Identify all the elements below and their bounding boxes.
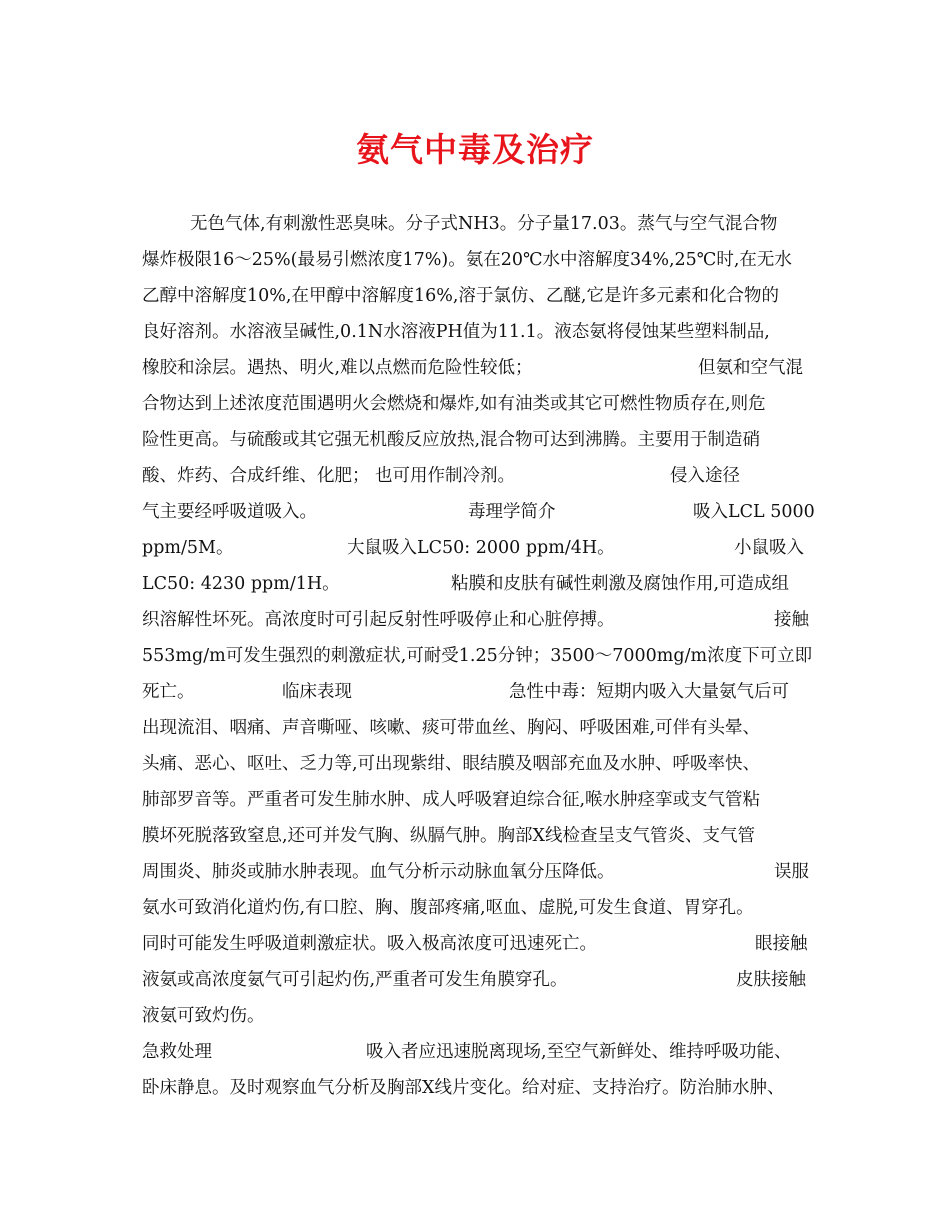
text-segment: 大鼠吸入LC50: 2000 ppm/4H。 bbox=[347, 538, 615, 558]
text-segment: 爆炸极限16～25%(最易引燃浓度17%)。氨在20℃水中溶解度34%,25℃时,在无水 bbox=[142, 250, 792, 270]
text-segment: 酸、炸药、合成纤维、化肥； 也可用作制冷剂。 bbox=[142, 466, 516, 486]
text-segment: 合物达到上述浓度范围遇明火会燃烧和爆炸,如有油类或其它可燃性物质存在,则危 bbox=[142, 394, 766, 414]
text-segment: 误服 bbox=[774, 862, 809, 882]
text-segment: 险性更高。与硫酸或其它强无机酸反应放热,混合物可达到沸腾。主要用于制造硝 bbox=[142, 430, 761, 450]
text-segment: 乙醇中溶解度10%,在甲醇中溶解度16%,溶于氯仿、乙醚,它是许多元素和化合物的 bbox=[142, 286, 779, 306]
document-title: 氨气中毒及治疗 bbox=[356, 130, 594, 169]
text-segment: LC50: 4230 ppm/1H。 bbox=[142, 574, 340, 594]
text-segment: 毒理学简介 bbox=[468, 502, 556, 522]
text-segment: 但氨和空气混 bbox=[698, 358, 803, 378]
text-segment: 周围炎、肺炎或肺水肿表现。血气分析示动脉血氧分压降低。 bbox=[142, 862, 615, 882]
text-segment: 眼接触 bbox=[755, 934, 808, 954]
text-segment: 氨水可致消化道灼伤,有口腔、胸、腹部疼痛,呕血、虚脱,可发生食道、胃穿孔。 bbox=[142, 898, 754, 918]
text-segment: 织溶解性坏死。高浓度时可引起反射性呼吸停止和心脏停搏。 bbox=[142, 610, 615, 630]
text-segment: 肺部罗音等。严重者可发生肺水肿、成人呼吸窘迫综合征,喉水肿痉挛或支气管粘 bbox=[142, 790, 761, 810]
text-segment: 液氨可致灼伤。 bbox=[142, 1006, 265, 1026]
text-segment: 吸入LCL 5000 bbox=[693, 502, 815, 522]
text-segment: 临床表现 bbox=[282, 682, 352, 702]
text-segment: 气主要经呼吸道吸入。 bbox=[142, 502, 317, 522]
text-segment: 皮肤接触 bbox=[736, 970, 806, 990]
text-segment: 侵入途径 bbox=[670, 466, 740, 486]
text-segment: 无色气体,有刺激性恶臭味。分子式NH3。分子量17.03。蒸气与空气混合物 bbox=[190, 214, 778, 234]
text-segment: 同时可能发生呼吸道刺激症状。吸入极高浓度可迅速死亡。 bbox=[142, 934, 597, 954]
text-segment: 死亡。 bbox=[142, 682, 195, 702]
text-segment: 急性中毒：短期内吸入大量氨气后可 bbox=[509, 682, 789, 702]
text-segment: 出现流泪、咽痛、声音嘶哑、咳嗽、痰可带血丝、胸闷、呼吸困难,可伴有头晕、 bbox=[142, 718, 761, 738]
text-segment: 接触 bbox=[774, 610, 809, 630]
text-segment: 头痛、恶心、呕吐、乏力等,可出现紫绀、眼结膜及咽部充血及水肿、呼吸率快、 bbox=[142, 754, 761, 774]
text-segment: 急救处理 bbox=[142, 1042, 212, 1062]
text-segment: ppm/5M。 bbox=[142, 538, 234, 558]
text-segment: 粘膜和皮肤有碱性刺激及腐蚀作用,可造成组 bbox=[451, 574, 790, 594]
text-segment: 膜坏死脱落致窒息,还可并发气胸、纵膈气肿。胸部X线检查呈支气管炎、支气管 bbox=[142, 826, 756, 846]
text-segment: 小鼠吸入 bbox=[734, 538, 804, 558]
text-segment: 良好溶剂。水溶液呈碱性,0.1N水溶液PH值为11.1。液态氨将侵蚀某些塑料制品, bbox=[142, 322, 770, 342]
text-segment: 吸入者应迅速脱离现场,至空气新鲜处、维持呼吸功能、 bbox=[366, 1042, 792, 1062]
text-segment: 液氨或高浓度氨气可引起灼伤,严重者可发生角膜穿孔。 bbox=[142, 970, 568, 990]
text-segment: 553mg/m可发生强烈的刺激症状,可耐受1.25分钟；3500～7000mg/m浓度下可立即 bbox=[142, 646, 813, 666]
text-segment: 橡胶和涂层。遇热、明火,难以点燃而危险性较低； bbox=[142, 358, 533, 378]
text-segment: 卧床静息。及时观察血气分析及胸部X线片变化。给对症、支持治疗。防治肺水肿、 bbox=[142, 1078, 785, 1098]
